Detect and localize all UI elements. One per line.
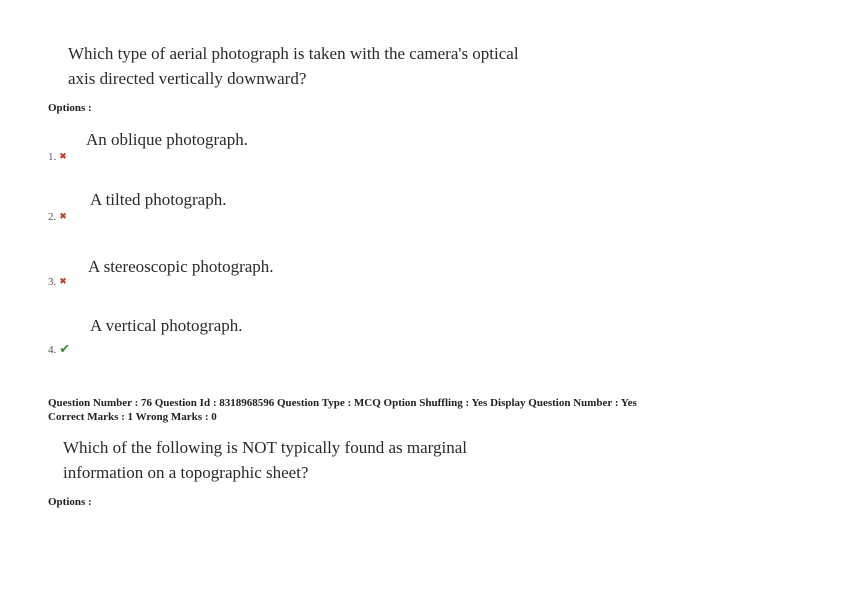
question-text: [68, 41, 519, 91]
option-1-text: An oblique photograph.: [86, 130, 248, 149]
options-label: Options :: [48, 496, 92, 508]
check-icon: ✔: [59, 342, 71, 357]
option-4-number: [48, 342, 70, 357]
cross-icon: ✖: [59, 277, 67, 287]
question-marks-line: Correct Marks : 1 Wrong Marks : 0: [48, 411, 217, 423]
option-number-label: 4.: [48, 343, 57, 356]
option-2-number: [48, 211, 67, 223]
option-3-number: [48, 276, 67, 288]
option-number-label: 2.: [48, 211, 57, 223]
question-text: [63, 435, 467, 485]
question-text-line: Which type of aerial photograph is taken with the camera's optical: [68, 44, 519, 63]
option-3-text: A stereoscopic photograph.: [88, 257, 274, 276]
option-number-label: 1.: [48, 151, 57, 163]
option-number-label: 3.: [48, 276, 57, 288]
question-text-line: Which of the following is NOT typically found as marginal: [63, 438, 467, 457]
question-text-line: axis directed vertically downward?: [68, 69, 307, 88]
options-label: Options :: [48, 102, 92, 114]
cross-icon: ✖: [59, 212, 67, 222]
option-1-number: [48, 151, 67, 163]
option-2-text: A tilted photograph.: [90, 190, 227, 209]
question-text-line: information on a topographic sheet?: [63, 463, 309, 482]
option-4-text: A vertical photograph.: [90, 316, 243, 335]
cross-icon: ✖: [59, 152, 67, 162]
question-meta-line: Question Number : 76 Question Id : 8318968596 Question Type : MCQ Option Shuffling : Yes Display Question Number : Yes: [48, 397, 637, 409]
